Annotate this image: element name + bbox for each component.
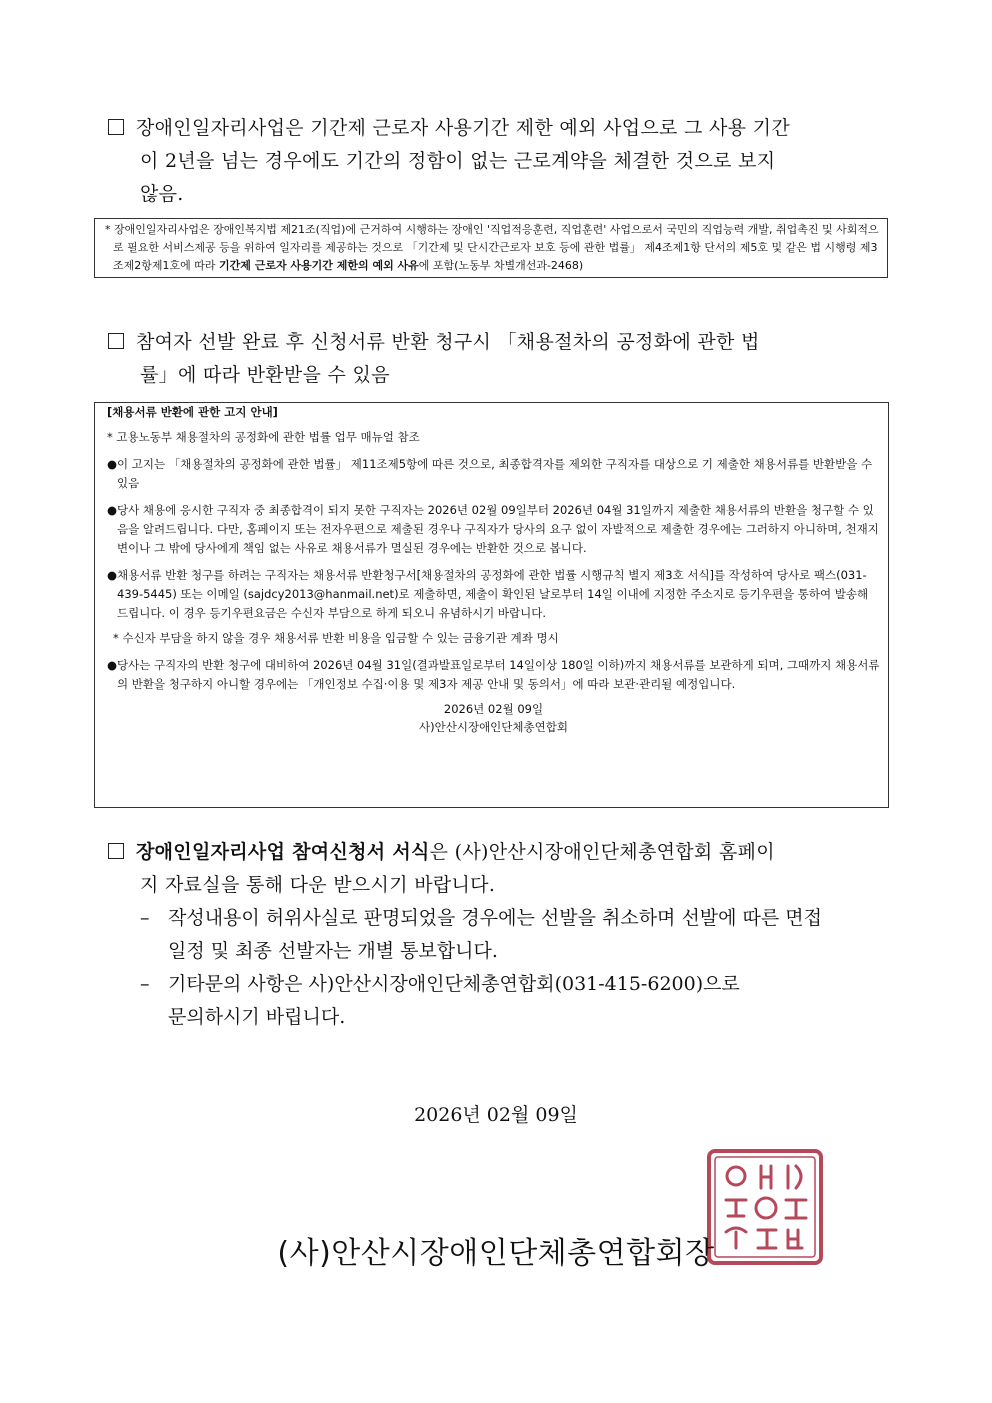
bullet-icon: ●	[107, 658, 118, 672]
notice-signature	[107, 700, 880, 736]
section2-line1: 참여자 선발 완료 후 신청서류 반환 청구시 「채용절차의 공정화에 관한 법	[136, 331, 760, 353]
legal-note-box	[94, 218, 888, 278]
notice-item: ● 당사는 구직자의 반환 청구에 대비하여 2026년 04월 31일(결과발표일로부터 14일이상 180일 이하)까지 채용서류를 보관하게 되며, 그때까지 채용서류의 반환을 청구하지 아니할 경우에는 「개인정보 수집·이용 및 제3자 제공 안내 및 동의서」에 따라 보관·관리될 예정입니다.	[107, 658, 880, 691]
section-eligibility	[108, 112, 898, 211]
dash-icon: –	[140, 973, 150, 995]
notice-item: ● 이 고지는 「채용절차의 공정화에 관한 법률」 제11조제5항에 따른 것으로, 최종합격자를 제외한 구직자를 대상으로 기 제출한 채용서류를 반환받을 수 있음	[107, 457, 873, 490]
form-name: 장애인일자리사업 참여신청서 서식	[136, 841, 430, 863]
checkbox-square-icon	[108, 333, 124, 349]
notice-star-note: * 수신자 부담을 하지 않을 경우 채용서류 반환 비용을 입금할 수 있는 금융기관 계좌 명시	[113, 631, 559, 645]
section3-line2: 지 자료실을 통해 다운 받으시기 바랍니다.	[140, 874, 496, 896]
section1-line1: 장애인일자리사업은 기간제 근로자 사용기간 제한 예외 사업으로 그 사용 기간	[136, 117, 790, 139]
bullet-icon: ●	[107, 568, 118, 582]
section2-line2: 률」에 따라 반환받을 수 있음	[140, 364, 390, 386]
dash-icon: –	[140, 907, 150, 929]
section-return	[108, 326, 898, 392]
notice-date: 2026년 02월 09일	[443, 702, 544, 716]
checkbox-square-icon	[108, 119, 124, 135]
document-date: 2026년 02월 09일	[414, 1104, 578, 1126]
bullet-icon: ●	[107, 503, 118, 517]
return-notice-box	[94, 402, 889, 808]
section1-line2: 이 2년을 넘는 경우에도 기간의 정함이 없는 근로계약을 체결한 것으로 보지	[140, 150, 776, 172]
section-application-form: 장애인일자리사업 참여신청서 서식은 (사)안산시장애인단체총연합회 홈페이 지 자료실을 통해 다운 받으시기 바랍니다.	[108, 836, 898, 902]
section1-line3: 않음.	[140, 183, 184, 205]
notice-item: ● 당사 채용에 응시한 구직자 중 최종합격이 되지 못한 구직자는 2026년 02월 09일부터 2026년 04월 31일까지 제출한 채용서류의 반환을 청구할 수 있음을 알려드립니다. 다만, 홈페이지 또는 전자우편으로 제출된 경우나 구직자가 당사의 요구 없이 자발적으로 제출한 경우에는 그러하지 아니하며, 천재지변이나 그 밖에 당사에게 책임 없는 사유로 채용서류가 멸실된 경우에는 반환한 것으로 봅니다.	[107, 503, 879, 555]
sub-item-inquiry: – 기타문의 사항은 사)안산시장애인단체총연합회(031-415-6200)으로 문의하시기 바립니다.	[140, 968, 900, 1034]
notice-title: [채용서류 반환에 관한 고지 안내]	[107, 405, 278, 419]
bullet-icon: ●	[107, 457, 118, 471]
sub-item-falsification: – 작성내용이 허위사실로 판명되었을 경우에는 선발을 취소하며 선발에 따른 면접 일정 및 최종 선발자는 개별 통보합니다.	[140, 902, 900, 968]
notice-org: 사)안산시장애인단체총연합회	[419, 720, 568, 734]
notice-item: ● 채용서류 반환 청구를 하려는 구직자는 채용서류 반환청구서[채용절차의 공정화에 관한 법률 시행규칙 별지 제3호 서식]를 작성하여 당사로 팩스(031-439-5445) 또는 이메일 (sajdcy2013@hanmail.net)로 제출하면, 제출이 확인된 날로부터 14일 이내에 지정한 주소지로 등기우편을 통하여 발송해 드립니다. 이 경우 등기우편요금은 수신자 부담으로 하게 되오니 유념하시기 바랍니다.	[107, 568, 869, 620]
legal-note-emphasis: 기간제 근로자 사용기간 제한의 예외 사유	[219, 259, 419, 272]
issuer-name: (사)안산시장애인단체총연합회장	[277, 1236, 715, 1271]
legal-note-text: * 장애인일자리사업은 장애인복지법 제21조(직업)에 근거하여 시행하는 장애인 '직업적응훈련, 직업훈련' 사업으로서 국민의 직업능력 개발, 취업촉진 및 사회적으로 필요한 서비스제공 등을 위하여 일자리를 제공하는 것으로 「기간제 및 단시간근로자 보호 등에 관한 법률」 제4조제1항 단서의 제5호 및 같은 법 시행령 제3조제2항제1호에 따라 기간제 근로자 사용기간 제한의 예외 사유에 포함(노동부 차별개선과-2468)	[105, 223, 879, 272]
checkbox-square-icon	[108, 843, 124, 859]
notice-reference: * 고용노동부 채용절차의 공정화에 관한 법률 업무 매뉴얼 참조	[107, 430, 420, 444]
